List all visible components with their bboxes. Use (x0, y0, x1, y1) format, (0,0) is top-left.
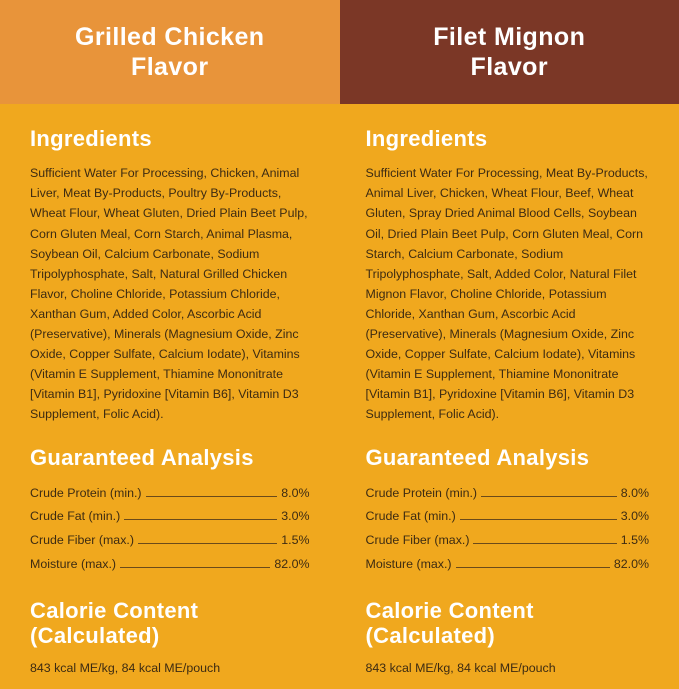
list-item (366, 529, 650, 553)
calorie-content-block (30, 598, 310, 678)
calorie-content-heading (366, 598, 650, 649)
flavor-details-columns (0, 104, 679, 689)
leader-line (146, 496, 278, 497)
ingredients-text: Sufficient Water For Processing, Meat By-Products, Animal Liver, Chicken, Wheat Flour, Beef, Wheat Gluten, Spray Dried Animal Blood Cells, Soybean Oil, Dried Plain Beet Pulp, Corn Gluten Meal, Corn Starch, Calcium Carbonate, Sodium Tripolyphosphate, Salt, Added Color, Natural Filet Mignon Flavor, Choline Chloride, Potassium Chloride, Xanthan Gum, Ascorbic Acid (Preservative), Minerals (Magnesium Oxide, Zinc Oxide, Copper Sulfate, Calcium Iodate), Vitamins (Vitamin E Supplement, Thiamine Mononitrate [Vitamin B1], Pyridoxine [Vitamin B6], Vitamin D3 Supplement, Folic Acid). (366, 163, 650, 424)
calorie-content-text: 843 kcal ME/kg, 84 kcal ME/pouch (366, 659, 650, 679)
flavor-title-line-2: Flavor (131, 52, 208, 83)
flavor-title-line-1: Filet Mignon (433, 22, 585, 53)
nutrient-value: 8.0% (621, 482, 649, 506)
list-item (30, 505, 310, 529)
flavor-title-line-1: Grilled Chicken (75, 22, 264, 53)
calorie-content-heading-line-1: Calorie Content (366, 598, 534, 623)
calorie-content-heading-line-1: Calorie Content (30, 598, 198, 623)
flavor-header-band (0, 0, 679, 104)
list-item (30, 553, 310, 577)
list-item (366, 505, 650, 529)
column-grilled-chicken (0, 104, 340, 689)
nutrient-label: Crude Protein (min.) (30, 482, 142, 506)
leader-line (456, 567, 610, 568)
leader-line (473, 543, 616, 544)
leader-line (481, 496, 617, 497)
list-item (366, 482, 650, 506)
calorie-content-text: 843 kcal ME/kg, 84 kcal ME/pouch (30, 659, 310, 679)
nutrient-label: Crude Fiber (max.) (30, 529, 134, 553)
nutrient-value: 1.5% (281, 529, 309, 553)
nutrient-label: Crude Protein (min.) (366, 482, 478, 506)
nutrient-label: Crude Fat (min.) (366, 505, 456, 529)
calorie-content-heading-line-2: (Calculated) (366, 623, 496, 648)
ingredients-heading: Ingredients (366, 126, 650, 151)
nutrient-value: 82.0% (614, 553, 649, 577)
nutrient-value: 8.0% (281, 482, 309, 506)
list-item (30, 529, 310, 553)
guaranteed-analysis-heading: Guaranteed Analysis (366, 445, 650, 470)
guaranteed-analysis-list (366, 482, 650, 576)
leader-line (124, 519, 277, 520)
guaranteed-analysis-heading: Guaranteed Analysis (30, 445, 310, 470)
nutrient-label: Moisture (max.) (30, 553, 116, 577)
flavor-header-grilled-chicken (0, 0, 340, 104)
list-item (30, 482, 310, 506)
flavor-header-filet-mignon (340, 0, 679, 104)
nutrient-value: 3.0% (621, 505, 649, 529)
ingredients-text: Sufficient Water For Processing, Chicken, Animal Liver, Meat By-Products, Poultry By-Products, Wheat Flour, Wheat Gluten, Dried Plain Beet Pulp, Corn Gluten Meal, Corn Starch, Animal Plasma, Soybean Oil, Calcium Carbonate, Sodium Tripolyphosphate, Salt, Natural Grilled Chicken Flavor, Choline Chloride, Potassium Chloride, Xanthan Gum, Added Color, Ascorbic Acid (Preservative), Minerals (Magnesium Oxide, Zinc Oxide, Copper Sulfate, Calcium Iodate), Vitamins (Vitamin E Supplement, Thiamine Mononitrate [Vitamin B1], Pyridoxine [Vitamin B6], Vitamin D3 Supplement, Folic Acid). (30, 163, 310, 424)
ingredients-heading: Ingredients (30, 126, 310, 151)
leader-line (138, 543, 277, 544)
nutrient-value: 3.0% (281, 505, 309, 529)
leader-line (460, 519, 617, 520)
calorie-content-heading-line-2: (Calculated) (30, 623, 160, 648)
nutrient-value: 82.0% (274, 553, 309, 577)
nutrient-label: Crude Fat (min.) (30, 505, 120, 529)
calorie-content-block (366, 598, 650, 678)
list-item (366, 553, 650, 577)
nutrient-value: 1.5% (621, 529, 649, 553)
calorie-content-heading (30, 598, 310, 649)
nutrient-label: Crude Fiber (max.) (366, 529, 470, 553)
nutrient-label: Moisture (max.) (366, 553, 452, 577)
leader-line (120, 567, 270, 568)
guaranteed-analysis-list (30, 482, 310, 576)
column-filet-mignon (340, 104, 679, 689)
flavor-title-line-2: Flavor (471, 52, 548, 83)
